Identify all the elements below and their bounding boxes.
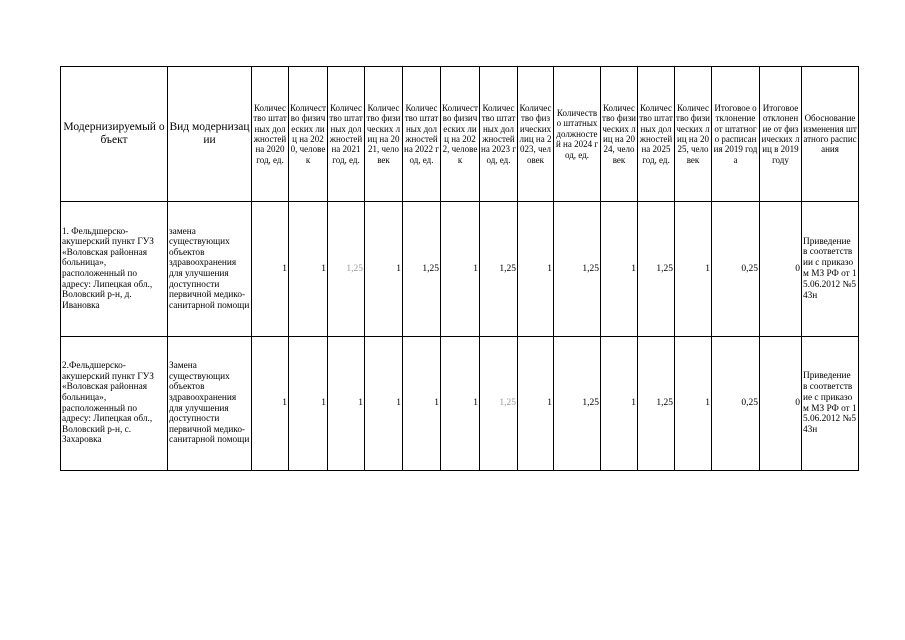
value-cell: 1 — [289, 202, 328, 337]
modernization-kind-cell: замена существующих объектов здравоохранения для улучшения доступности первичной медико-санитарной помощи — [168, 202, 252, 337]
value-cell: 1 — [365, 202, 403, 337]
reason-cell: Приведение в соответствии с приказом МЗ РФ от 15.06.2012 №543н — [802, 202, 859, 337]
value-cell: 1,25 — [403, 202, 441, 337]
reason-cell: Приведение в соответствие с приказом МЗ РФ от 15.06.2012 №543н — [802, 337, 859, 471]
staffing-table — [60, 66, 859, 471]
value-cell: 1,25 — [638, 337, 675, 471]
value-cell: 1 — [252, 202, 289, 337]
value-cell: 1,25 — [328, 202, 365, 337]
value-cell: 1 — [289, 337, 328, 471]
header-cell: Количество физических лиц на 2023, человек — [518, 67, 554, 202]
value-cell: 0 — [760, 337, 802, 471]
value-cell: 1 — [601, 202, 638, 337]
value-cell: 0,25 — [712, 202, 760, 337]
value-cell: 1,25 — [480, 202, 518, 337]
header-cell: Количество штатных должностей на 2021 год, ед. — [328, 67, 365, 202]
value-cell: 1 — [675, 202, 712, 337]
value-cell: 0 — [760, 202, 802, 337]
header-cell: Вид модернизации — [168, 67, 252, 202]
header-cell: Количество физических лиц на 2020, человек — [289, 67, 328, 202]
value-cell: 1,25 — [554, 202, 601, 337]
value-cell: 1,25 — [554, 337, 601, 471]
header-cell: Обоснование изменения штатного расписания — [802, 67, 859, 202]
header-cell: Количество штатных должностей на 2025 год, ед. — [638, 67, 675, 202]
header-cell: Количество штатных должностей на 2024 год, ед. — [554, 67, 601, 202]
header-row — [61, 67, 859, 202]
header-cell: Количество штатных должностей на 2022 год, ед. — [403, 67, 441, 202]
value-cell: 1,25 — [638, 202, 675, 337]
value-cell: 1 — [365, 337, 403, 471]
header-cell: Количество штатных должностей на 2020 год, ед. — [252, 67, 289, 202]
header-cell: Количество физических лиц на 2025, человек — [675, 67, 712, 202]
value-cell: 1 — [441, 202, 480, 337]
value-cell: 1,25 — [480, 337, 518, 471]
value-cell: 1 — [252, 337, 289, 471]
value-cell: 1 — [403, 337, 441, 471]
value-cell: 1 — [675, 337, 712, 471]
table-row — [61, 337, 859, 471]
value-cell: 1 — [601, 337, 638, 471]
object-cell: 1. Фельдшерско-акушерский пункт ГУЗ «Воловская районная больница», расположенный по адресу: Липецкая обл., Воловский р-н, д. Ивановка — [61, 202, 168, 337]
value-cell: 0,25 — [712, 337, 760, 471]
header-cell: Модернизируемый объект — [61, 67, 168, 202]
header-cell: Количество физических лиц на 2021, человек — [365, 67, 403, 202]
value-cell: 1 — [441, 337, 480, 471]
object-cell: 2.Фельдшерско-акушерский пункт ГУЗ «Воловская районная больница», расположенный по адресу: Липецкая обл., Воловский р-н, с. Захаровка — [61, 337, 168, 471]
table-row — [61, 202, 859, 337]
value-cell: 1 — [518, 202, 554, 337]
header-cell: Количество штатных должностей на 2023 год, ед. — [480, 67, 518, 202]
value-cell: 1 — [328, 337, 365, 471]
header-cell: Итоговое отклонение от физических лиц в 2019 году — [760, 67, 802, 202]
header-cell: Итоговое отклонение от штатного расписания 2019 года — [712, 67, 760, 202]
value-cell: 1 — [518, 337, 554, 471]
header-cell: Количество физических лиц на 2024, человек — [601, 67, 638, 202]
modernization-kind-cell: Замена существующих объектов здравоохранения для улучшения доступности первичной медико-санитарной помощи — [168, 337, 252, 471]
header-cell: Количество физических лиц на 2022, человек — [441, 67, 480, 202]
